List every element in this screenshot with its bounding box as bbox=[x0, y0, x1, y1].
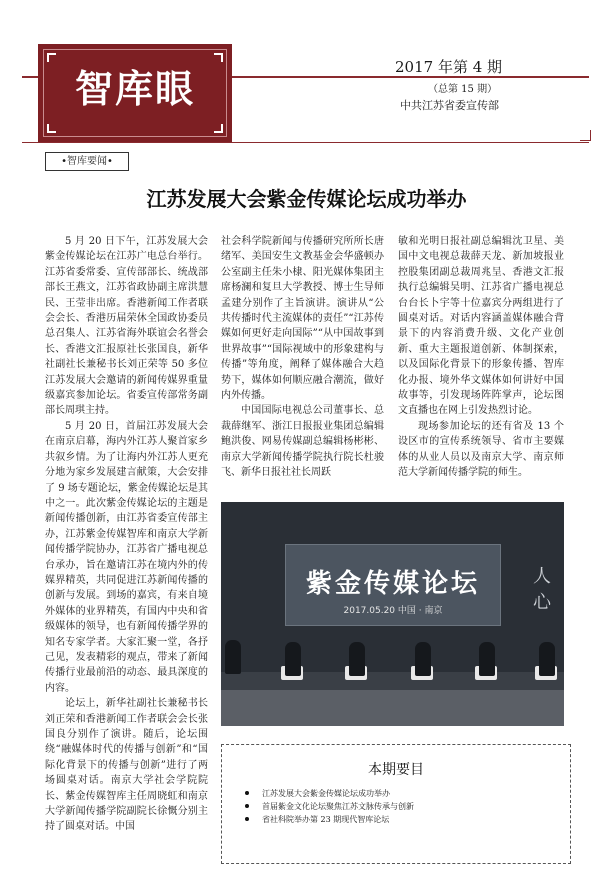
article-column-2 bbox=[221, 234, 384, 481]
speaker-figure bbox=[479, 642, 495, 676]
bullet-icon bbox=[245, 817, 249, 821]
paragraph: 现场参加论坛的还有省及 13 个设区市的宣传系统领导、省市主要媒体的从业人员以及南京大学、南京师范大学新闻传播学院的师生。 bbox=[398, 420, 564, 479]
contents-list bbox=[242, 787, 414, 826]
forum-photo bbox=[221, 502, 564, 726]
contents-item-label: 江苏发展大会紫金传媒论坛成功举办 bbox=[262, 789, 390, 798]
article-column-3 bbox=[398, 234, 564, 481]
issuing-organization: 中共江苏省委宣传部 bbox=[400, 99, 499, 112]
paragraph: 中国国际电视总公司董事长、总裁薛继军、浙江日报报业集团总编辑鲍洪俊、网易传媒副总编辑杨彬彬、南京大学新闻传播学院执行院长杜骏飞、新华日报社社长周跃 bbox=[221, 405, 384, 479]
list-item bbox=[242, 800, 414, 813]
article-column-1 bbox=[45, 234, 208, 835]
speaker-figure bbox=[225, 640, 241, 674]
issue-total: （总第 15 期） bbox=[428, 84, 498, 95]
bullet-icon bbox=[245, 804, 249, 808]
corner-ornament-icon bbox=[47, 53, 56, 62]
screen-subtitle: 2017.05.20 中国 · 南京 bbox=[343, 606, 443, 616]
contents-item-label: 省社科院举办第 23 期现代智库论坛 bbox=[262, 815, 390, 824]
paragraph: 5 月 20 日下午，江苏发展大会紫金传媒论坛在江苏广电总台举行。江苏省委常委、宣传部部长、统战部部长王燕文，江苏省政协副主席洪慧民、王莹非出席。香港新闻工作者联会会长、香港历届荣休全国政协委员总召集人、江苏省海外联谊会名誉会长、香港文汇报原社长张国良，新华社副社长兼秘书长刘正荣等 50 多位江苏发展大会邀请的新闻传媒界重量级嘉宾参加论坛。省委宣传部常务副部长周琪主持。 bbox=[45, 236, 208, 417]
masthead-logo bbox=[38, 44, 232, 142]
article-headline: 江苏发展大会紫金传媒论坛成功举办 bbox=[146, 187, 467, 211]
paragraph: 5 月 20 日，首届江苏发展大会在南京启幕，海内外江苏人聚首家乡共叙乡情。为了让海内外江苏人更充分地为家乡发展建言献策，大会安排了 9 场专题论坛，紫金传媒论坛是其中之一。此次紫金传媒论坛的主题是新闻传播创新，由江苏省委宣传部主办，江苏紫金传媒智库和南京大学新闻传播学院协办，江苏省广播电视总台承办，旨在邀请江苏在境内外的传媒界精英，共同促进江苏新闻传播的创新与发展。到场的嘉宾，有来自境外媒体的业界精英，有国内中央和省级媒体的领导，也有新闻传播学界的知名专家学者。大家汇聚一堂，各抒己见，发表精彩的观点，带来了新闻传播行业最前沿的动态、最具深度的内容。 bbox=[45, 420, 208, 694]
section-label: •智库要闻• bbox=[45, 152, 129, 171]
speaker-figure bbox=[285, 642, 301, 676]
paragraph: 社会科学院新闻与传播研究所所长唐绪军、美国安生文教基金会华盛顿办公室副主任朱小棣、阳光媒体集团主席杨澜和复旦大学教授、博士生导师孟建分别作了主旨演讲。演讲从“公共传播时代主流媒体的责任”“江苏传媒如何更好走向国际”“从中国故事到世界故事”“国际视域中的形象建构与传播”等角度，阐释了媒体融合大趋势下，媒体如何顺应融合潮流，做好内外传播。 bbox=[221, 236, 384, 402]
masthead-rule-left bbox=[22, 76, 38, 78]
masthead-title: 智库眼 bbox=[74, 67, 195, 111]
speaker-figure bbox=[539, 642, 555, 676]
stage-screen bbox=[285, 544, 501, 626]
list-item bbox=[242, 787, 414, 800]
issue-number: 2017 年第 4 期 bbox=[395, 58, 503, 76]
paragraph: 论坛上，新华社副社长兼秘书长刘正荣和香港新闻工作者联会会长张国良分别作了演讲。随后，论坛围绕“融媒体时代的传播与创新”和“国际化背景下的传播与创新”进行了两场圆桌对话。南京大学社会学院院长、紫金传媒智库主任周晓虹和南京大学新闻传播学院副院长徐慨分别主持了圆桌对话。中国 bbox=[45, 698, 208, 833]
paragraph: 敏和光明日报社副总编辑沈卫星、美国中文电视总裁薛天龙、新加坡报业控股集团副总裁周兆呈、香港文汇报执行总编辑吴明、江苏省广播电视总台台长卜宇等十位嘉宾分两组进行了圆桌对话。对话内容涵盖媒体融合背景下的内容消费升级、文化产业创新、重大主题报道创新、体制探索，以及国际化背景下的形象传播、智库化办报、境外华文媒体如何讲好中国故事等，引发现场阵阵掌声，论坛图文直播也在网上引发热烈讨论。 bbox=[398, 236, 564, 417]
stage-floor bbox=[221, 690, 564, 726]
speaker-figure bbox=[349, 642, 365, 676]
corner-ornament-icon bbox=[214, 124, 223, 133]
screen-title: 紫金传媒论坛 bbox=[305, 569, 480, 599]
corner-ornament-icon bbox=[47, 124, 56, 133]
masthead-bottom-rule bbox=[22, 142, 589, 143]
frame-corner bbox=[580, 130, 591, 141]
bullet-icon bbox=[245, 791, 249, 795]
corner-ornament-icon bbox=[214, 53, 223, 62]
contents-box bbox=[221, 744, 571, 864]
speaker-figure bbox=[415, 642, 431, 676]
list-item bbox=[242, 813, 414, 826]
side-screen-text: 人 心 bbox=[533, 566, 551, 613]
contents-item-label: 首届紫金文化论坛聚焦江苏文脉传承与创新 bbox=[262, 802, 414, 811]
contents-title: 本期要目 bbox=[368, 762, 424, 778]
